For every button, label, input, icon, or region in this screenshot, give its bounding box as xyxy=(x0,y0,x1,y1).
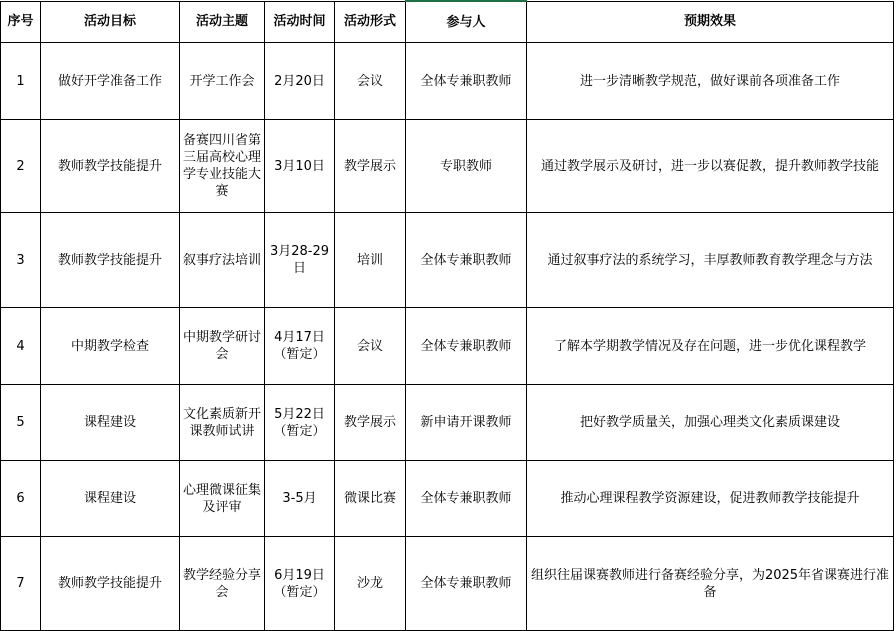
cell-goal[interactable]: 课程建设 xyxy=(41,385,180,461)
cell-effect[interactable]: 推动心理课程教学资源建设，促进教师教学技能提升 xyxy=(527,461,894,537)
cell-participants[interactable]: 全体专兼职教师 xyxy=(406,213,527,308)
cell-form[interactable]: 培训 xyxy=(335,213,406,308)
cell-theme[interactable]: 开学工作会 xyxy=(180,43,265,120)
table-row xyxy=(1,385,894,461)
cell-participants[interactable]: 全体专兼职教师 xyxy=(406,43,527,120)
cell-time[interactable]: 3-5月 xyxy=(265,461,335,537)
cell-form[interactable]: 教学展示 xyxy=(335,120,406,213)
cell-participants[interactable]: 新申请开课教师 xyxy=(406,385,527,461)
cell-no[interactable]: 5 xyxy=(1,385,41,461)
header-form[interactable]: 活动形式 xyxy=(335,1,406,43)
cell-theme[interactable]: 备赛四川省第三届高校心理学专业技能大赛 xyxy=(180,120,265,213)
cell-goal[interactable]: 课程建设 xyxy=(41,461,180,537)
cell-form[interactable]: 会议 xyxy=(335,308,406,385)
table-row xyxy=(1,213,894,308)
cell-time[interactable]: 3月28-29日 xyxy=(265,213,335,308)
cell-time[interactable]: 2月20日 xyxy=(265,43,335,120)
cell-effect[interactable]: 组织往届课赛教师进行备赛经验分享，为2025年省课赛进行准备 xyxy=(527,537,894,631)
cell-goal[interactable]: 教师教学技能提升 xyxy=(41,537,180,631)
header-row xyxy=(1,1,894,43)
cell-theme[interactable]: 教学经验分享会 xyxy=(180,537,265,631)
cell-no[interactable]: 4 xyxy=(1,308,41,385)
header-participants[interactable]: 参与人 xyxy=(406,1,527,43)
cell-no[interactable]: 7 xyxy=(1,537,41,631)
cell-time[interactable]: 5月22日（暂定） xyxy=(265,385,335,461)
cell-goal[interactable]: 中期教学检查 xyxy=(41,308,180,385)
cell-no[interactable]: 3 xyxy=(1,213,41,308)
table-row xyxy=(1,537,894,631)
cell-participants[interactable]: 全体专兼职教师 xyxy=(406,308,527,385)
cell-form[interactable]: 微课比赛 xyxy=(335,461,406,537)
cell-form[interactable]: 会议 xyxy=(335,43,406,120)
cell-goal[interactable]: 教师教学技能提升 xyxy=(41,120,180,213)
cell-theme[interactable]: 心理微课征集及评审 xyxy=(180,461,265,537)
header-no[interactable]: 序号 xyxy=(1,1,41,43)
table-row xyxy=(1,120,894,213)
cell-effect[interactable]: 把好教学质量关，加强心理类文化素质课建设 xyxy=(527,385,894,461)
cell-effect[interactable]: 通过叙事疗法的系统学习，丰厚教师教育教学理念与方法 xyxy=(527,213,894,308)
cell-no[interactable]: 1 xyxy=(1,43,41,120)
cell-participants[interactable]: 全体专兼职教师 xyxy=(406,461,527,537)
cell-theme[interactable]: 文化素质新开课教师试讲 xyxy=(180,385,265,461)
cell-participants[interactable]: 全体专兼职教师 xyxy=(406,537,527,631)
cell-effect[interactable]: 通过教学展示及研讨，进一步以赛促教，提升教师教学技能 xyxy=(527,120,894,213)
cell-participants[interactable]: 专职教师 xyxy=(406,120,527,213)
cell-theme[interactable]: 中期教学研讨会 xyxy=(180,308,265,385)
table-row xyxy=(1,43,894,120)
cell-goal[interactable]: 教师教学技能提升 xyxy=(41,213,180,308)
cell-no[interactable]: 6 xyxy=(1,461,41,537)
cell-time[interactable]: 3月10日 xyxy=(265,120,335,213)
cell-form[interactable]: 沙龙 xyxy=(335,537,406,631)
cell-goal[interactable]: 做好开学准备工作 xyxy=(41,43,180,120)
cell-no[interactable]: 2 xyxy=(1,120,41,213)
cell-form[interactable]: 教学展示 xyxy=(335,385,406,461)
cell-time[interactable]: 6月19日（暂定） xyxy=(265,537,335,631)
table-row xyxy=(1,461,894,537)
header-time[interactable]: 活动时间 xyxy=(265,1,335,43)
header-goal[interactable]: 活动目标 xyxy=(41,1,180,43)
cell-theme[interactable]: 叙事疗法培训 xyxy=(180,213,265,308)
header-theme[interactable]: 活动主题 xyxy=(180,1,265,43)
cell-effect[interactable]: 进一步清晰教学规范，做好课前各项准备工作 xyxy=(527,43,894,120)
cell-time[interactable]: 4月17日（暂定） xyxy=(265,308,335,385)
cell-effect[interactable]: 了解本学期教学情况及存在问题，进一步优化课程教学 xyxy=(527,308,894,385)
table-row xyxy=(1,308,894,385)
header-effect[interactable]: 预期效果 xyxy=(527,1,894,43)
